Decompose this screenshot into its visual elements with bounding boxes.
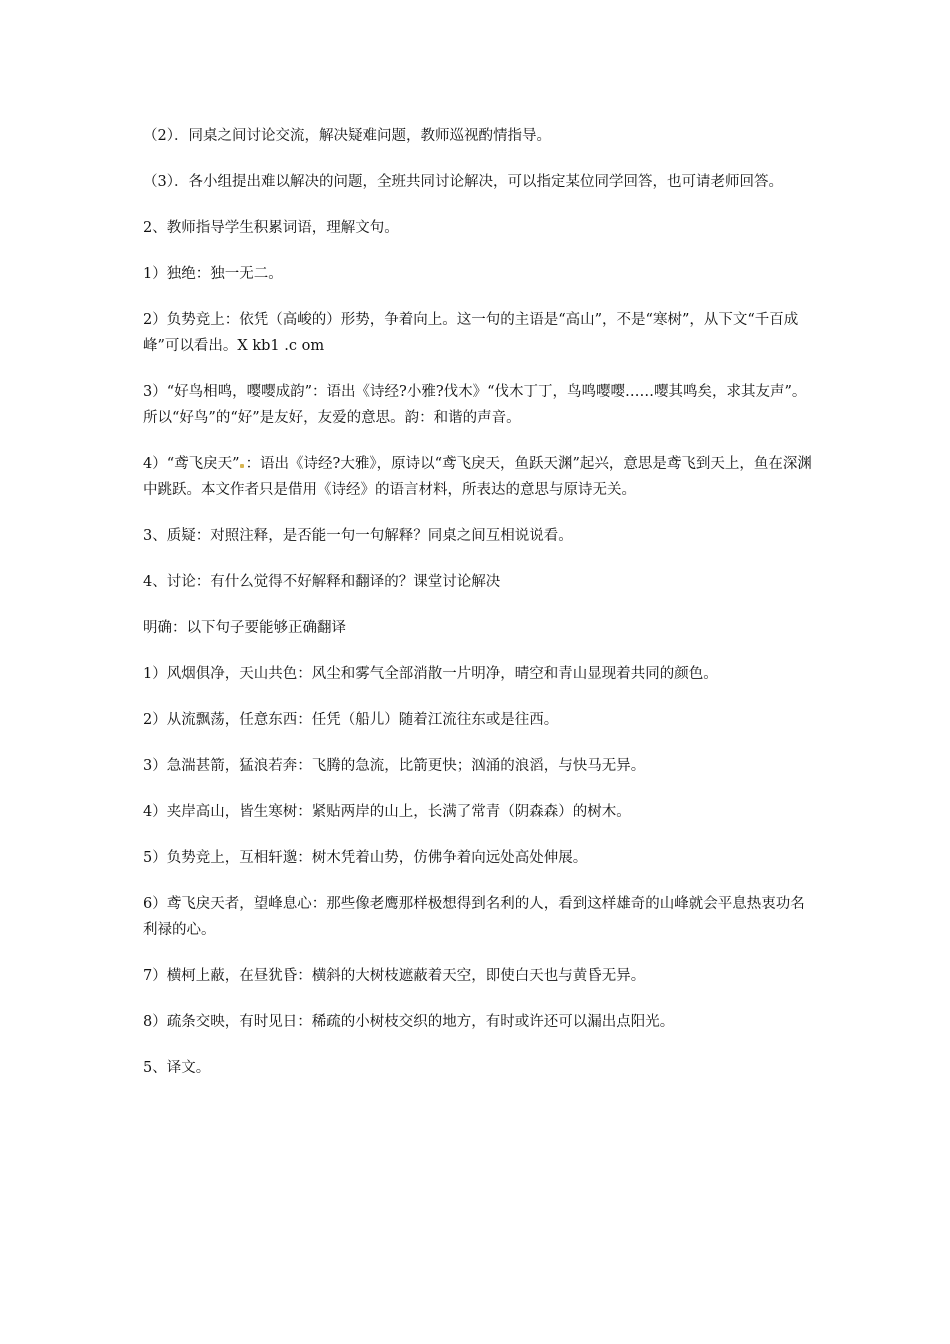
translation-item-8: 8）疏条交映，有时见日：稀疏的小树枝交织的地方，有时或许还可以漏出点阳光。	[143, 1014, 675, 1030]
translation-item-2: 2）从流飘荡，任意东西：任凭（船儿）随着江流往东或是往西。	[143, 712, 559, 728]
vocab-item-4-term: 4）“鸢飞戾天”	[143, 456, 240, 472]
section-heading-translation: 5、译文。	[143, 1060, 211, 1076]
vocab-item-4-explanation: ：语出《诗经?大雅》，原诗以“鸢飞戾天，鱼跃天渊”起兴，意思是鸢飞到天上，鱼在深渊中跳跃。本文作者只是借用《诗经》的语言材料，所表达的意思与原诗无关。	[143, 456, 812, 498]
vocab-item-4	[143, 451, 815, 503]
translation-item-1: 1）风烟俱净，天山共色：风尘和雾气全部消散一片明净，晴空和青山显现着共同的颜色。	[143, 666, 718, 682]
translation-item-4: 4）夹岸高山，皆生寒树：紧贴两岸的山上，长满了常青（阴森森）的树木。	[143, 804, 631, 820]
paragraph-step-2: （2）．同桌之间讨论交流，解决疑难问题，教师巡视酌情指导。	[143, 128, 551, 144]
section-heading-question: 3、质疑：对照注释，是否能一句一句解释？同桌之间互相说说看。	[143, 528, 573, 544]
translation-item-3: 3）急湍甚箭，猛浪若奔：飞腾的急流，比箭更快；汹涌的浪滔，与快马无异。	[143, 758, 646, 774]
translation-item-5: 5）负势竞上，互相轩邈：树木凭着山势，仿佛争着向远处高处伸展。	[143, 850, 588, 866]
document-body	[143, 123, 815, 1101]
vocab-item-1: 1）独绝：独一无二。	[143, 266, 283, 282]
translation-item-6: 6）鸢飞戾天者，望峰息心：那些像老鹰那样极想得到名利的人，看到这样雄奇的山峰就会平息热衷功名利禄的心。	[143, 896, 805, 938]
section-heading-discussion: 4、讨论：有什么觉得不好解释和翻译的？课堂讨论解决	[143, 574, 501, 590]
highlight-mark	[240, 464, 244, 468]
vocab-item-3: 3）“好鸟相鸣，嘤嘤成韵”：语出《诗经?小雅?伐木》“伐木丁丁，鸟鸣嘤嘤……嘤其鸣矣，求其友声”。所以“好鸟”的“好”是友好，友爱的意思。韵：和谐的声音。	[143, 384, 807, 426]
translation-item-7: 7）横柯上蔽，在昼犹昏：横斜的大树枝遮蔽着天空，即使白天也与黄昏无异。	[143, 968, 646, 984]
paragraph-step-3: （3）．各小组提出难以解决的问题，全班共同讨论解决，可以指定某位同学回答，也可请老师回答。	[143, 174, 783, 190]
clarify-heading: 明确：以下句子要能够正确翻译	[143, 620, 346, 636]
vocab-item-2: 2）负势竞上：依凭（高峻的）形势，争着向上。这一句的主语是“高山”，不是“寒树”，从下文“千百成峰”可以看出。X kb1 .c om	[143, 312, 799, 354]
section-heading-vocabulary: 2、教师指导学生积累词语，理解文句。	[143, 220, 399, 236]
